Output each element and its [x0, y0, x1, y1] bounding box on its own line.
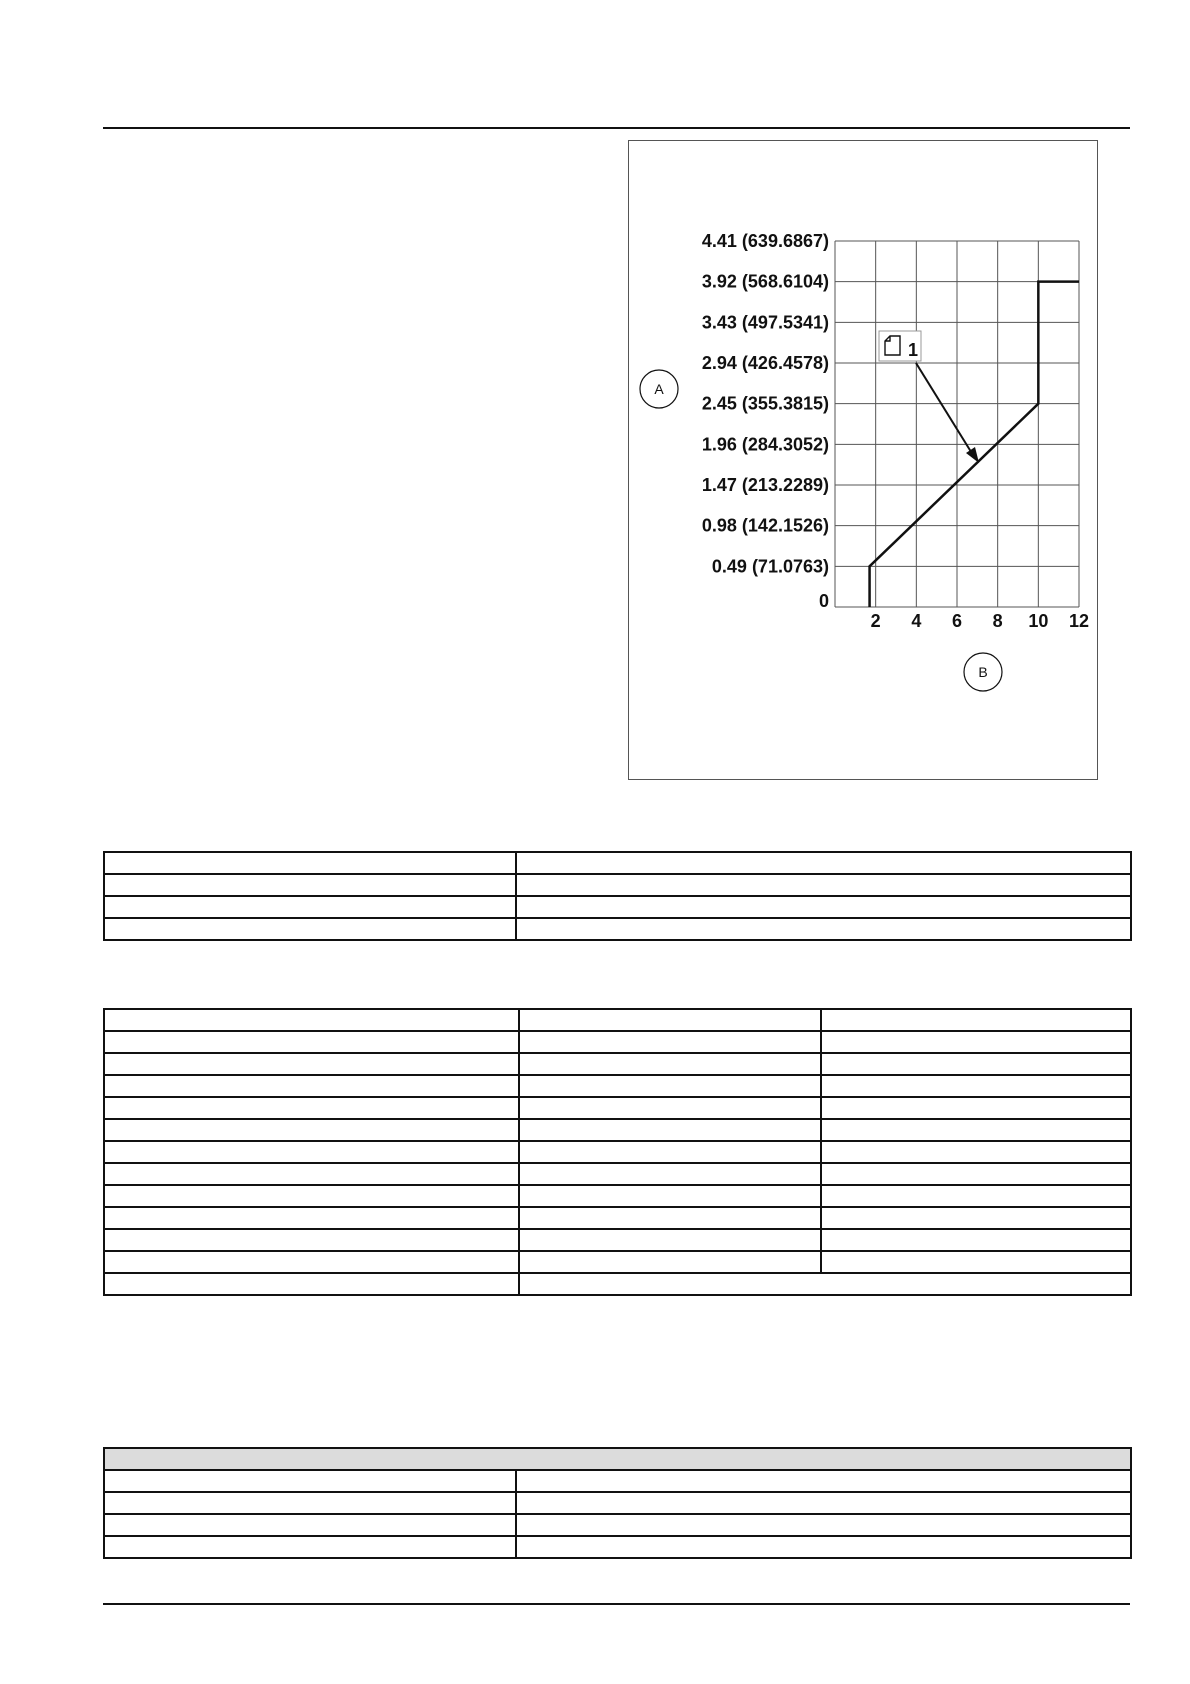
- table-cell: [519, 1185, 821, 1207]
- table-cell: [104, 1009, 519, 1031]
- table-cell: [519, 1119, 821, 1141]
- table-cell: [519, 1097, 821, 1119]
- x-tick-label: 8: [992, 611, 1003, 631]
- table-cell: [516, 896, 1131, 918]
- x-tick-label: 6: [951, 611, 963, 631]
- table-row: [104, 874, 1131, 896]
- table-row: [104, 1470, 1131, 1492]
- table-cell: [519, 1163, 821, 1185]
- spec-table-1: [103, 851, 1132, 941]
- table-cell: [104, 1251, 519, 1273]
- table-cell: [519, 1229, 821, 1251]
- pointer-arrow-shaft: [916, 363, 973, 455]
- table-cell: [821, 1207, 1131, 1229]
- y-tick-label: 3.92 (568.6104): [701, 271, 829, 292]
- table-cell: [104, 1536, 516, 1558]
- table-cell: [519, 1031, 821, 1053]
- table-cell: [516, 1470, 1131, 1492]
- y-tick-label: 2.45 (355.3815): [701, 393, 829, 414]
- table-cell: [104, 1163, 519, 1185]
- table-cell: [821, 1251, 1131, 1273]
- table-row: [104, 896, 1131, 918]
- table-row: [104, 1053, 1131, 1075]
- table-cell: [821, 1009, 1131, 1031]
- table-cell: [516, 918, 1131, 940]
- table-cell: [104, 1185, 519, 1207]
- line-chart: [629, 141, 1097, 779]
- table-cell: [104, 1273, 519, 1295]
- x-tick-label: 2: [870, 611, 881, 631]
- table-row: [104, 1163, 1131, 1185]
- table-row: [104, 1448, 1131, 1470]
- y-tick-label: 0.98 (142.1526): [701, 515, 829, 536]
- table-cell: [104, 852, 516, 874]
- table-row: [104, 1031, 1131, 1053]
- table-row: [104, 1207, 1131, 1229]
- table-cell: [104, 1141, 519, 1163]
- table-cell: [821, 1097, 1131, 1119]
- table-cell: [104, 918, 516, 940]
- table-cell: [821, 1141, 1131, 1163]
- table-cell: [519, 1207, 821, 1229]
- table-cell: [104, 1514, 516, 1536]
- y-tick-label: 4.41 (639.6867): [701, 231, 829, 251]
- table-cell: [519, 1141, 821, 1163]
- header-rule: [103, 127, 1130, 129]
- spec-table-2: [103, 1008, 1132, 1296]
- table-cell: [821, 1053, 1131, 1075]
- y-tick-label: 0: [818, 591, 829, 611]
- table-row: [104, 1492, 1131, 1514]
- table-cell: [519, 1251, 821, 1273]
- table-cell: [519, 1053, 821, 1075]
- table-row: [104, 1185, 1131, 1207]
- table-row: [104, 1536, 1131, 1558]
- table-cell: [821, 1229, 1131, 1251]
- table-row: [104, 1273, 1131, 1295]
- table-cell: [104, 1075, 519, 1097]
- footer-rule: [103, 1603, 1130, 1605]
- table-header-cell: [104, 1448, 1131, 1470]
- table-cell: [516, 852, 1131, 874]
- table-row: [104, 1119, 1131, 1141]
- table-cell: [821, 1075, 1131, 1097]
- y-tick-label: 3.43 (497.5341): [701, 312, 829, 333]
- x-tick-label: 12: [1068, 611, 1090, 631]
- table-cell: [516, 874, 1131, 896]
- y-tick-label: 0.49 (71.0763): [711, 556, 829, 577]
- table-cell: [519, 1075, 821, 1097]
- x-tick-label: 10: [1028, 611, 1049, 631]
- table-row: [104, 1229, 1131, 1251]
- table-row: [104, 1097, 1131, 1119]
- table-cell: [516, 1492, 1131, 1514]
- table-row: [104, 918, 1131, 940]
- table-cell: [104, 1470, 516, 1492]
- y-tick-label: 2.94 (426.4578): [701, 353, 829, 373]
- callout-b-label: B: [978, 664, 988, 680]
- table-cell: [104, 1097, 519, 1119]
- table-cell: [104, 874, 516, 896]
- table-row: [104, 1251, 1131, 1273]
- table-cell: [104, 1492, 516, 1514]
- table-cell: [519, 1009, 821, 1031]
- y-tick-label: 1.96 (284.3052): [701, 434, 829, 455]
- table-cell: [104, 1229, 519, 1251]
- pointer-arrow-head: [966, 447, 979, 463]
- table-row: [104, 852, 1131, 874]
- callout-a-label: A: [654, 381, 664, 397]
- table-cell: [821, 1031, 1131, 1053]
- table-cell: [104, 1119, 519, 1141]
- table-cell: [821, 1185, 1131, 1207]
- table-cell: [104, 1031, 519, 1053]
- x-tick-label: 4: [911, 611, 922, 631]
- table-cell: [821, 1163, 1131, 1185]
- table-cell: [104, 1207, 519, 1229]
- table-row: [104, 1514, 1131, 1536]
- table-cell: [516, 1536, 1131, 1558]
- table-cell: [104, 1053, 519, 1075]
- table-cell: [821, 1119, 1131, 1141]
- table-cell: [516, 1514, 1131, 1536]
- pointer-number: 1: [908, 340, 919, 360]
- spec-table-3: [103, 1447, 1132, 1559]
- table-row: [104, 1141, 1131, 1163]
- table-row: [104, 1075, 1131, 1097]
- table-row: [104, 1009, 1131, 1031]
- figure-panel: [628, 140, 1098, 780]
- y-tick-label: 1.47 (213.2289): [701, 475, 829, 495]
- table-cell: [104, 896, 516, 918]
- table-cell: [519, 1273, 1131, 1295]
